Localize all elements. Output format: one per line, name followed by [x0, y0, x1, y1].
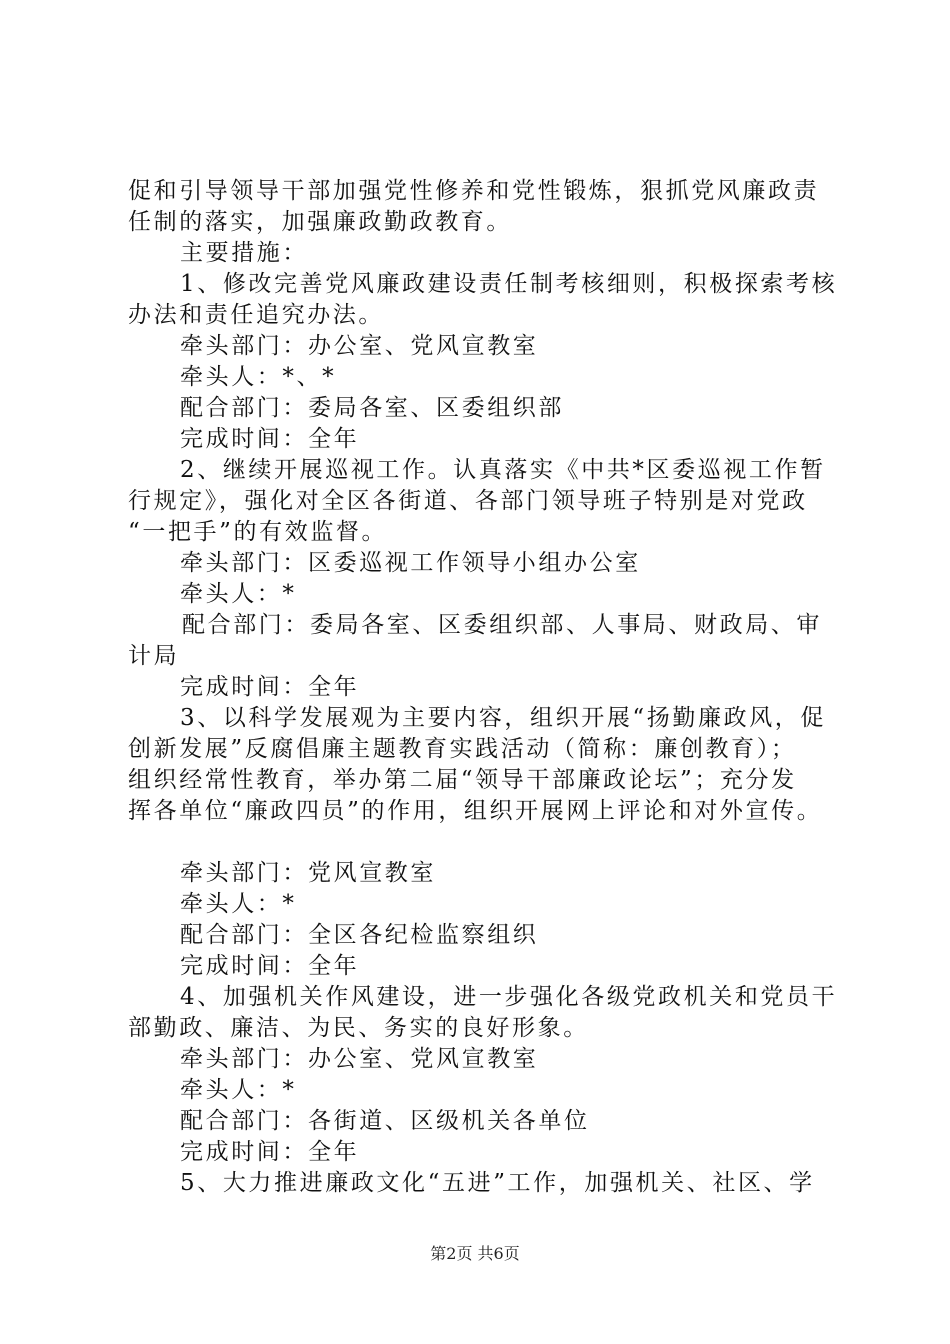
lead-department: 牵头部门：党风宣教室 — [180, 860, 436, 886]
measure-item-2: 2、继续开展巡视工作。认真落实《中共*区委巡视工作暂 — [180, 457, 826, 483]
text-line: “一把手”的有效监督。 — [128, 519, 388, 545]
lead-department: 牵头部门：区委巡视工作领导小组办公室 — [180, 550, 641, 576]
lead-department: 牵头部门：办公室、党风宣教室 — [180, 333, 539, 359]
measure-item-3: 3、以科学发展观为主要内容，组织开展“扬勤廉政风，促 — [180, 705, 826, 731]
measure-item-1: 1、修改完善党风廉政建设责任制考核细则，积极探索考核 — [180, 271, 838, 297]
completion-time: 完成时间：全年 — [180, 674, 360, 700]
text-line: 行规定》，强化对全区各街道、各部门领导班子特别是对党政 — [128, 488, 808, 514]
lead-person: 牵头人：*、* — [180, 364, 337, 390]
measure-item-4: 4、加强机关作风建设，进一步强化各级党政机关和党员干 — [180, 984, 838, 1010]
lead-department: 牵头部门：办公室、党风宣教室 — [180, 1046, 539, 1072]
cooperating-department: 配合部门：委局各室、区委组织部、人事局、财政局、审 — [182, 612, 822, 638]
section-heading: 主要措施： — [180, 240, 308, 266]
text-line: 办法和责任追究办法。 — [128, 302, 384, 328]
blank-line — [128, 827, 848, 858]
cooperating-department: 配合部门：委局各室、区委组织部 — [180, 395, 564, 421]
text-line: 促和引导领导干部加强党性修养和党性锻炼，狠抓党风廉政责 — [128, 178, 820, 204]
text-line: 计局 — [128, 643, 180, 669]
text-line: 创新发展”反腐倡廉主题教育实践活动（简称：廉创教育）； — [128, 736, 797, 762]
text-line: 挥各单位“廉政四员”的作用，组织开展网上评论和对外宣传。 — [128, 798, 823, 824]
completion-time: 完成时间：全年 — [180, 426, 360, 452]
text-line: 任制的落实，加强廉政勤政教育。 — [128, 209, 512, 235]
cooperating-department: 配合部门：各街道、区级机关各单位 — [180, 1108, 590, 1134]
lead-person: 牵头人：* — [180, 891, 297, 917]
document-body — [128, 176, 848, 1199]
text-line: 部勤政、廉洁、为民、务实的良好形象。 — [128, 1015, 589, 1041]
measure-item-5: 5、大力推进廉政文化“五进”工作，加强机关、社区、学 — [180, 1170, 815, 1196]
page-footer: 第2页 共6页 — [430, 1244, 520, 1263]
text-line: 组织经常性教育，举办第二届“领导干部廉政论坛”；充分发 — [128, 767, 797, 793]
lead-person: 牵头人：* — [180, 1077, 297, 1103]
lead-person: 牵头人：* — [180, 581, 297, 607]
cooperating-department: 配合部门：全区各纪检监察组织 — [180, 922, 539, 948]
completion-time: 完成时间：全年 — [180, 953, 360, 979]
completion-time: 完成时间：全年 — [180, 1139, 360, 1165]
